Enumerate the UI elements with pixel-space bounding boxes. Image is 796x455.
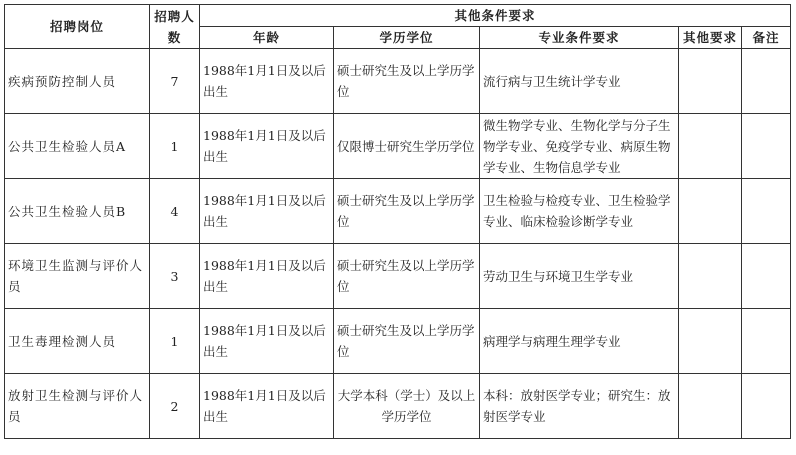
cell-remark	[742, 114, 791, 179]
cell-other	[679, 244, 742, 309]
cell-major: 卫生检验与检疫专业、卫生检验学专业、临床检验诊断学专业	[480, 179, 679, 244]
cell-other	[679, 309, 742, 374]
table-header	[5, 5, 791, 49]
header-education: 学历学位	[334, 27, 480, 49]
table-row	[5, 244, 791, 309]
cell-age: 1988年1月1日及以后出生	[200, 179, 334, 244]
cell-education: 仅限博士研究生学历学位	[334, 114, 480, 179]
cell-age: 1988年1月1日及以后出生	[200, 244, 334, 309]
cell-position: 卫生毒理检测人员	[5, 309, 150, 374]
cell-count: 7	[150, 49, 200, 114]
cell-major: 流行病与卫生统计学专业	[480, 49, 679, 114]
cell-count: 1	[150, 309, 200, 374]
cell-age: 1988年1月1日及以后出生	[200, 49, 334, 114]
table-row	[5, 309, 791, 374]
cell-remark	[742, 179, 791, 244]
cell-count: 3	[150, 244, 200, 309]
cell-remark	[742, 374, 791, 439]
header-position: 招聘岗位	[5, 5, 150, 49]
cell-position: 疾病预防控制人员	[5, 49, 150, 114]
header-other-conditions: 其他条件要求	[200, 5, 791, 27]
table-row	[5, 49, 791, 114]
header-major: 专业条件要求	[480, 27, 679, 49]
cell-age: 1988年1月1日及以后出生	[200, 114, 334, 179]
recruitment-table	[4, 4, 791, 439]
cell-position: 环境卫生监测与评价人员	[5, 244, 150, 309]
cell-other	[679, 114, 742, 179]
cell-count: 1	[150, 114, 200, 179]
cell-age: 1988年1月1日及以后出生	[200, 309, 334, 374]
cell-count: 2	[150, 374, 200, 439]
header-count: 招聘人数	[150, 5, 200, 49]
cell-education: 大学本科（学士）及以上学历学位	[334, 374, 480, 439]
cell-education: 硕士研究生及以上学历学位	[334, 49, 480, 114]
cell-other	[679, 374, 742, 439]
header-age: 年龄	[200, 27, 334, 49]
cell-major: 病理学与病理生理学专业	[480, 309, 679, 374]
header-other: 其他要求	[679, 27, 742, 49]
recruitment-table-container	[4, 4, 791, 439]
header-remark: 备注	[742, 27, 791, 49]
cell-education: 硕士研究生及以上学历学位	[334, 244, 480, 309]
cell-major: 本科：放射医学专业；研究生：放射医学专业	[480, 374, 679, 439]
cell-position: 公共卫生检验人员A	[5, 114, 150, 179]
cell-count: 4	[150, 179, 200, 244]
cell-education: 硕士研究生及以上学历学位	[334, 179, 480, 244]
table-body	[5, 49, 791, 439]
cell-remark	[742, 309, 791, 374]
table-row	[5, 374, 791, 439]
cell-age: 1988年1月1日及以后出生	[200, 374, 334, 439]
cell-education: 硕士研究生及以上学历学位	[334, 309, 480, 374]
cell-other	[679, 179, 742, 244]
cell-position: 放射卫生检测与评价人员	[5, 374, 150, 439]
cell-other	[679, 49, 742, 114]
table-row	[5, 179, 791, 244]
cell-remark	[742, 244, 791, 309]
table-row	[5, 114, 791, 179]
cell-major: 劳动卫生与环境卫生学专业	[480, 244, 679, 309]
cell-major: 微生物学专业、生物化学与分子生物学专业、免疫学专业、病原生物学专业、生物信息学专业	[480, 114, 679, 179]
cell-position: 公共卫生检验人员B	[5, 179, 150, 244]
cell-remark	[742, 49, 791, 114]
